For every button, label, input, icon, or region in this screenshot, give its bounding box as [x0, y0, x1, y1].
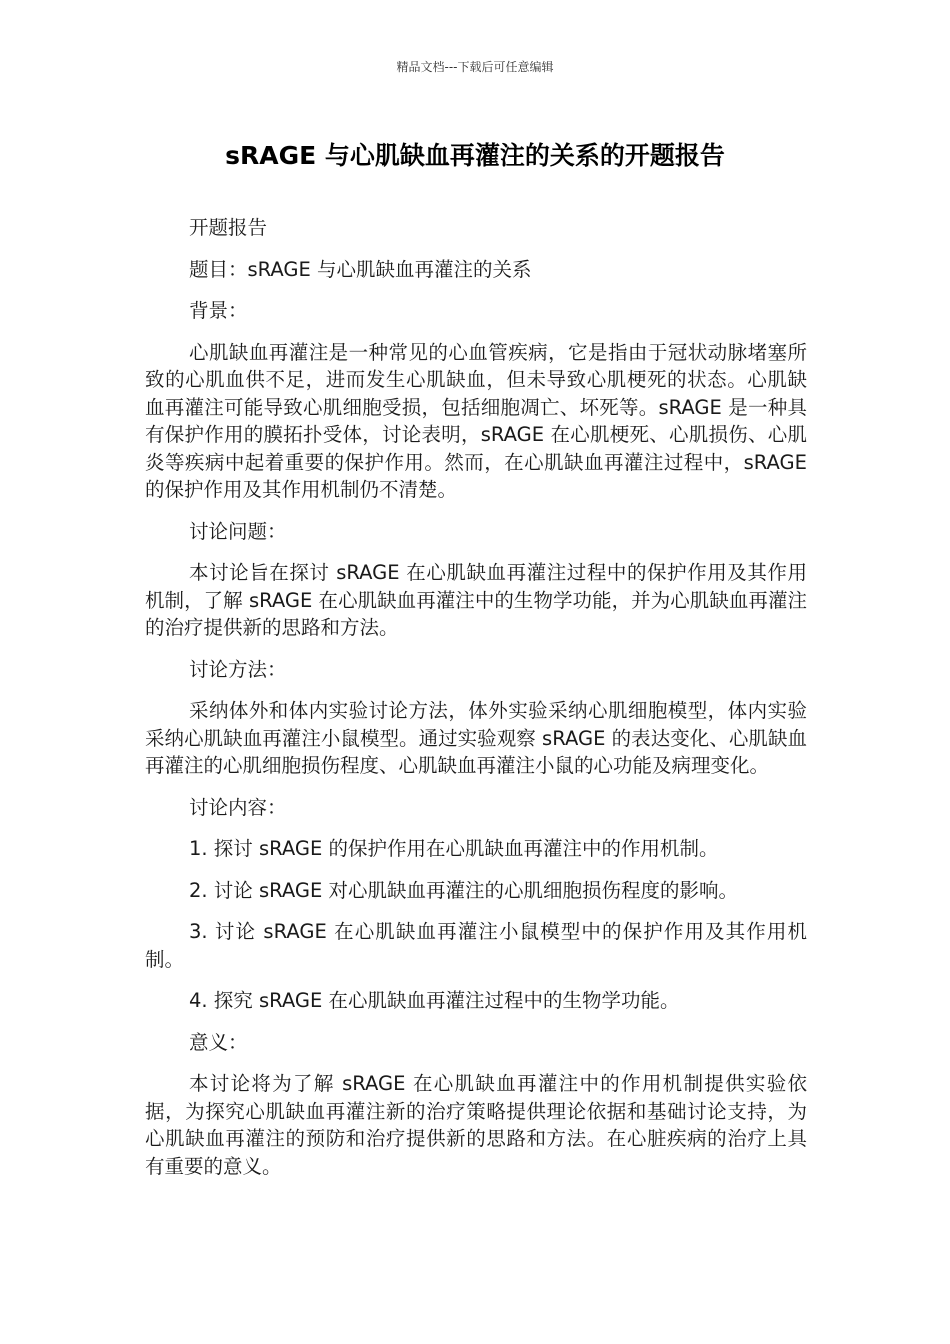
- document-title: sRAGE 与心肌缺血再灌注的关系的开题报告: [225, 141, 725, 170]
- content-item-1: 1. 探讨 sRAGE 的保护作用在心肌缺血再灌注中的作用机制。: [189, 837, 719, 860]
- content-item-4: 4. 探究 sRAGE 在心肌缺血再灌注过程中的生物学功能。: [189, 989, 680, 1012]
- section-heading-method: 讨论方法：: [189, 657, 287, 681]
- section-heading-significance: 意义：: [189, 1030, 248, 1054]
- question-paragraph: 本讨论旨在探讨 sRAGE 在心肌缺血再灌注过程中的保护作用及其作用机制，了解 sRAGE 在心肌缺血再灌注中的生物学功能，并为心肌缺血再灌注的治疗提供新的思路和方法。: [145, 561, 807, 639]
- content-item-2: 2. 讨论 sRAGE 对心肌缺血再灌注的心肌细胞损伤程度的影响。: [189, 878, 739, 902]
- section-heading-content: 讨论内容：: [189, 795, 287, 819]
- section-label-report: 开题报告: [189, 216, 268, 239]
- section-heading-background: 背景：: [189, 299, 248, 322]
- method-paragraph: 采纳体外和体内实验讨论方法，体外实验采纳心肌细胞模型，体内实验采纳心肌缺血再灌注小鼠模型。通过实验观察 sRAGE 的表达变化、心肌缺血再灌注的心肌细胞损伤程度、心肌缺血再灌注小鼠的心功能及病理变化。: [145, 699, 807, 777]
- background-paragraph: 心肌缺血再灌注是一种常见的心血管疾病，它是指由于冠状动脉堵塞所致的心肌血供不足，进而发生心肌缺血，但未导致心肌梗死的状态。心肌缺血再灌注可能导致心肌细胞受损，包括细胞凋亡、坏死等。sRAGE 是一种具有保护作用的膜拓扑受体，讨论表明，sRAGE 在心肌梗死、心肌损伤、心肌炎等疾病中起着重要的保护作用。然而，在心肌缺血再灌注过程中，sRAGE 的保护作用及其作用机制仍不清楚。: [145, 340, 807, 501]
- header-note: 精品文档---下载后可任意编辑: [396, 60, 554, 74]
- topic-line: 题目：sRAGE 与心肌缺血再灌注的关系: [189, 257, 532, 281]
- document-body: [145, 214, 807, 1194]
- section-heading-question: 讨论问题：: [189, 519, 287, 543]
- content-item-3: 3. 讨论 sRAGE 在心肌缺血再灌注小鼠模型中的保护作用及其作用机制。: [145, 920, 807, 971]
- significance-paragraph: 本讨论将为了解 sRAGE 在心肌缺血再灌注中的作用机制提供实验依据，为探究心肌缺血再灌注新的治疗策略提供理论依据和基础讨论支持，为心肌缺血再灌注的预防和治疗提供新的思路和方法。在心脏疾病的治疗上具有重要的意义。: [145, 1072, 807, 1178]
